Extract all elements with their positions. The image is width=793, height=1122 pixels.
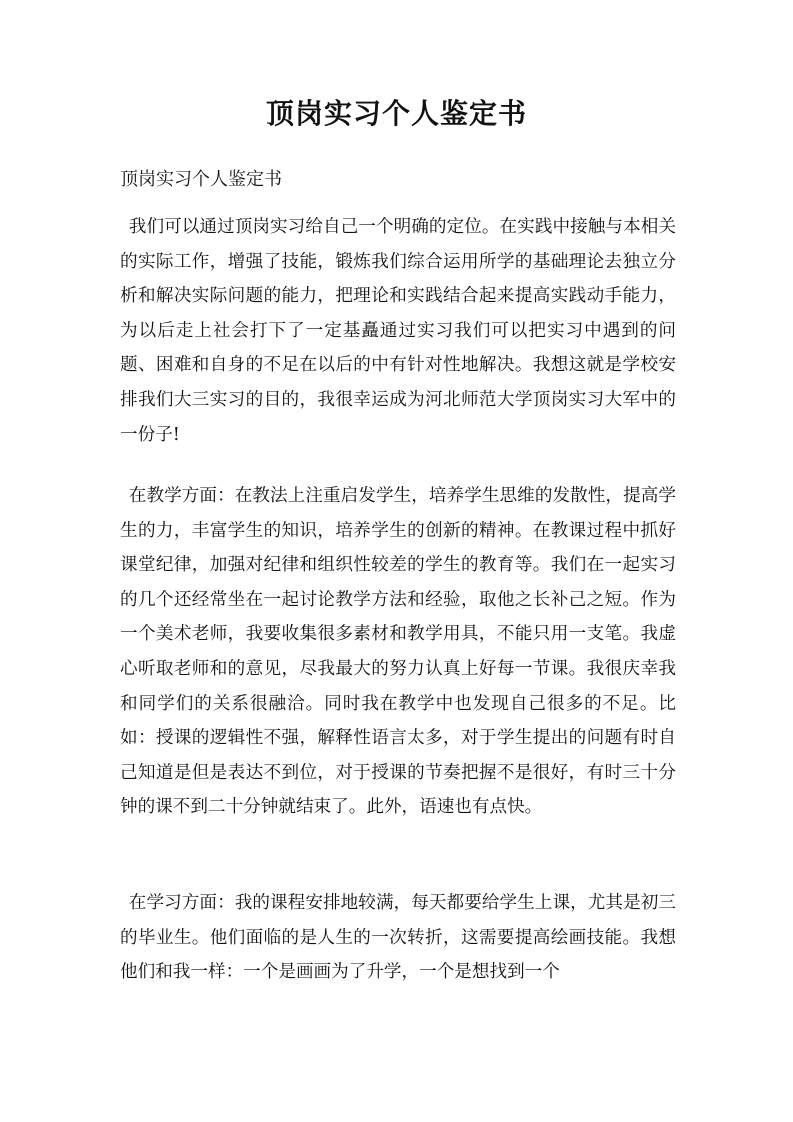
document-title: 顶岗实习个人鉴定书	[265, 97, 527, 130]
paragraph-teaching: 在教学方面：在教法上注重启发学生，培养学生思维的发散性，提高学生的力，丰富学生的知识，培养学生的创新的精神。在教课过程中抓好课堂纪律，加强对纪律和组织性较差的学生的教育等。我们在一起实习的几个还经常坐在一起讨论教学方法和经验，取他之长补己之短。作为一个美术老师，我要收集很多素材和教学用具，不能只用一支笔。我虚心听取老师和的意见，尽我最大的努力认真上好每一节课。我很庆幸我和同学们的关系很融洽。同时我在教学中也发现自己很多的不足。比如：授课的逻辑性不强，解释性语言太多，对于学生提出的问题有时自己知道是但是表达不到位，对于授课的节奏把握不是很好，有时三十分钟的课不到二十分钟就结束了。此外，语速也有点快。	[120, 486, 676, 818]
paragraph-practice-purpose: 我们可以通过顶岗实习给自己一个明确的定位。在实践中接触与本相关的实际工作，增强了技能，锻炼我们综合运用所学的基础理论去独立分析和解决实际问题的能力，把理论和实践结合起来提高实践动手能力，为以后走上社会打下了一定基矗通过实习我们可以把实习中遇到的问题、困难和自身的不足在以后的中有针对性地解决。我想这就是学校安排我们大三实习的目的，我很幸运成为河北师范大学顶岗实习大军中的一份子!	[120, 217, 676, 445]
paragraph-study: 在学习方面：我的课程安排地较满，每天都要给学生上课，尤其是初三的毕业生。他们面临的是人生的一次转折，这需要提高绘画技能。我想他们和我一样：一个是画画为了升学，一个是想找到一个	[120, 893, 676, 983]
document-subtitle: 顶岗实习个人鉴定书	[120, 169, 282, 190]
